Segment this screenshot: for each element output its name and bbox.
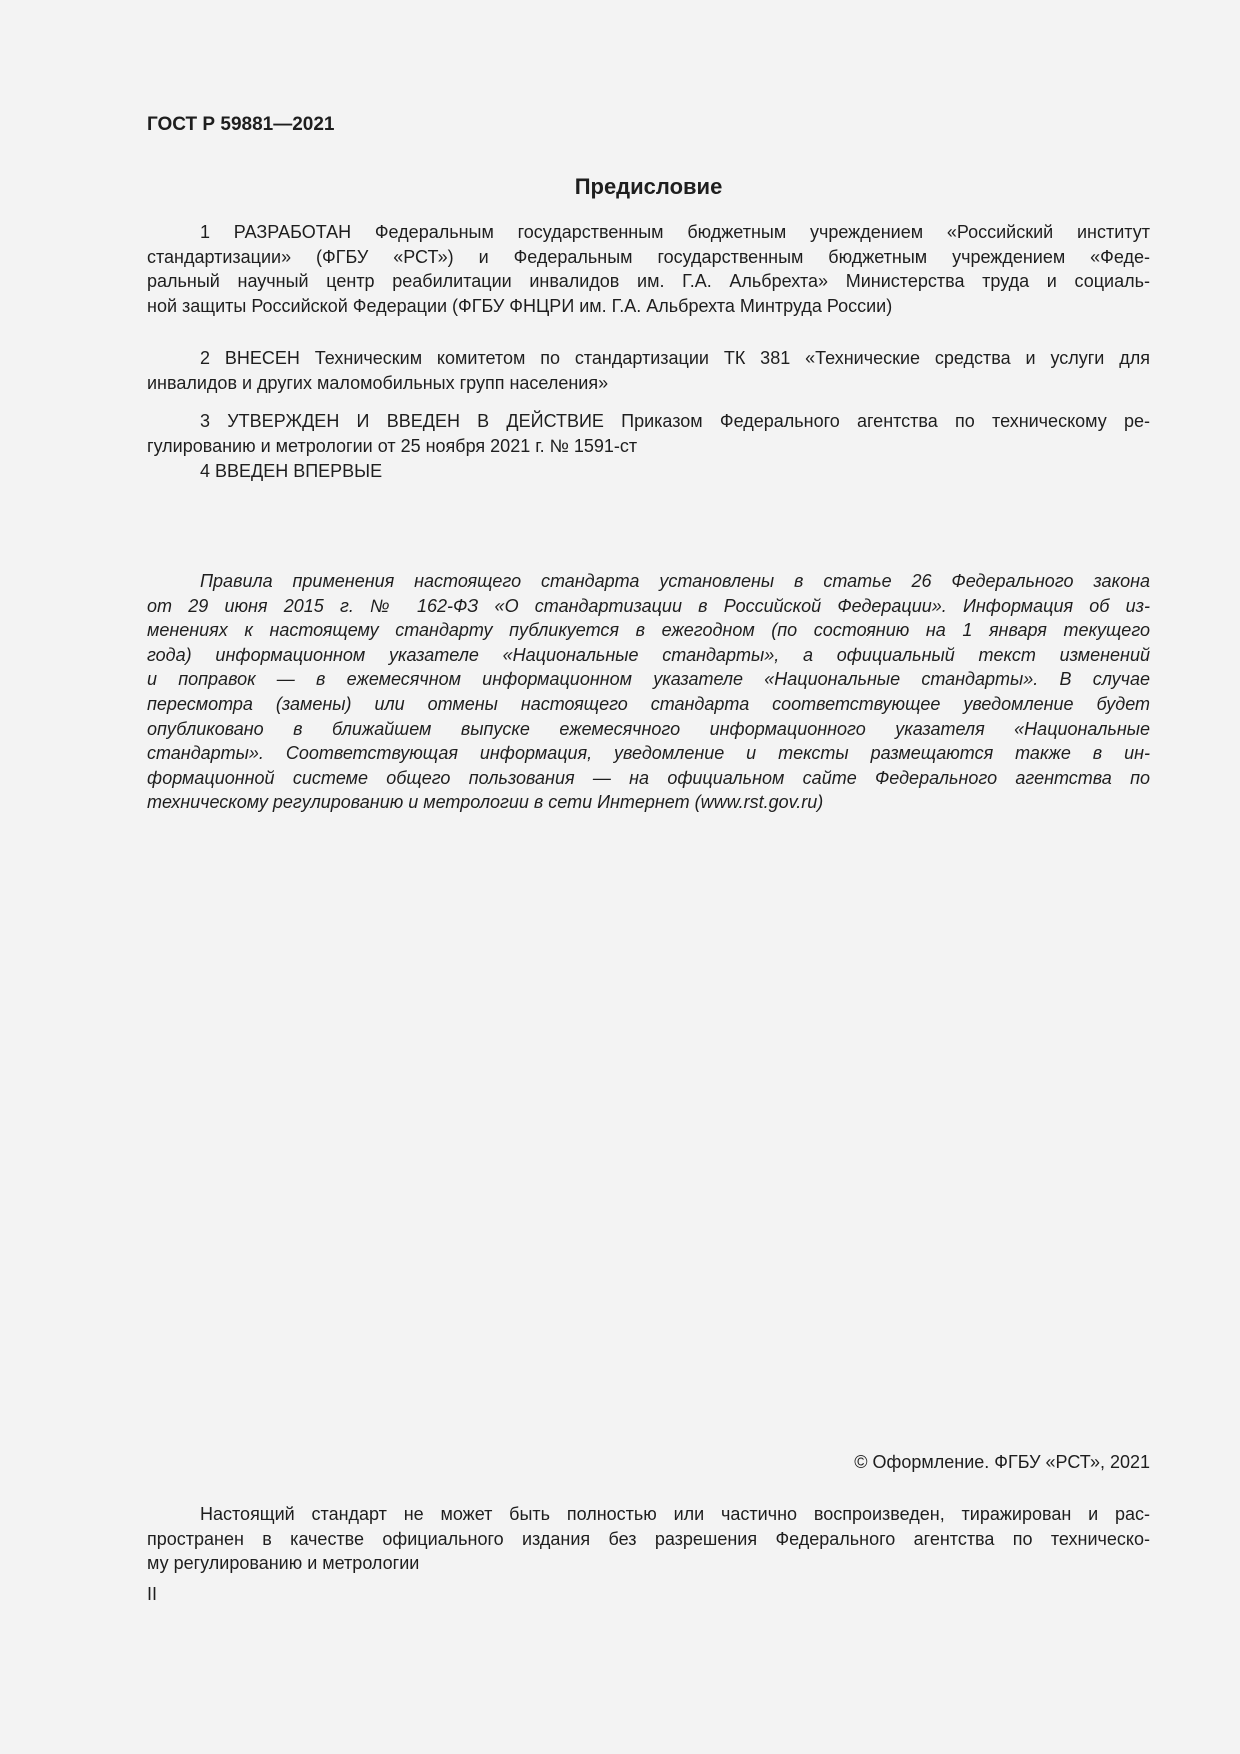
text-line: Настоящий стандарт не может быть полностью или частично воспроизведен, тиражирован и рас- [200,1504,1150,1524]
text-line: пересмотра (замены) или отмены настоящего стандарта соответствующее уведомление будет [147,693,1150,714]
text-line: опубликовано в ближайшем выпуске ежемесячного информационного указателя «Национальные [147,718,1150,739]
copyright: © Оформление. ФГБУ «РСТ», 2021 [854,1452,1150,1472]
text-line: му регулированию и метрологии [147,1553,420,1574]
text-line: 2 ВНЕСЕН Техническим комитетом по стандартизации ТК 381 «Технические средства и услуги для [200,348,1150,368]
text-line: 3 УТВЕРЖДЕН И ВВЕДЕН В ДЕЙСТВИЕ Приказом Федерального агентства по техническому ре- [200,411,1150,431]
document-code: ГОСТ Р 59881—2021 [147,114,335,135]
text-line: 1 РАЗРАБОТАН Федеральным государственным бюджетным учреждением «Российский институт [200,222,1150,242]
text-line: ной защиты Российской Федерации (ФГБУ ФНЦРИ им. Г.А. Альбрехта Минтруда России) [147,295,893,316]
page-number: II [147,1584,158,1604]
text-line: менениях к настоящему стандарту публикуется в ежегодном (по состоянию на 1 января текущего [147,620,1150,641]
text-line: стандартизации» (ФГБУ «РСТ») и Федеральным государственным бюджетным учреждением «Феде- [147,246,1150,267]
page-title: Предисловие [574,174,723,199]
text-line: 4 ВВЕДЕН ВПЕРВЫЕ [200,461,383,481]
notice-paragraph [147,569,1150,815]
text-line: инвалидов и других маломобильных групп населения» [147,372,609,393]
paragraph-developed [147,220,1150,318]
text-line: года) информационном указателе «Национальные стандарты», а официальный текст изменений [147,644,1150,665]
text-line: пространен в качестве официального издания без разрешения Федерального агентства по техническо- [147,1528,1150,1549]
reproduction-notice [147,1502,1150,1576]
paragraph-approved [147,409,1150,458]
paragraph-introduced [147,459,1150,484]
text-line: и поправок — в ежемесячном информационном указателе «Национальные стандарты». В случае [147,669,1150,690]
text-line: гулированию и метрологии от 25 ноября 2021 г. № 1591-ст [147,435,638,456]
text-line: от 29 июня 2015 г. № 162-ФЗ «О стандартизации в Российской Федерации». Информация об из- [147,595,1150,616]
text-line: техническому регулированию и метрологии в сети Интернет (www.rst.gov.ru) [147,792,824,813]
text-line: формационной системе общего пользования — на официальном сайте Федерального агентства по [147,767,1150,788]
text-line: стандарты». Соответствующая информация, уведомление и тексты размещаются также в ин- [147,743,1150,764]
paragraph-submitted [147,346,1150,395]
text-line: ральный научный центр реабилитации инвалидов им. Г.А. Альбрехта» Министерства труда и социаль- [147,271,1150,292]
text-line: Правила применения настоящего стандарта установлены в статье 26 Федерального закона [200,571,1150,591]
